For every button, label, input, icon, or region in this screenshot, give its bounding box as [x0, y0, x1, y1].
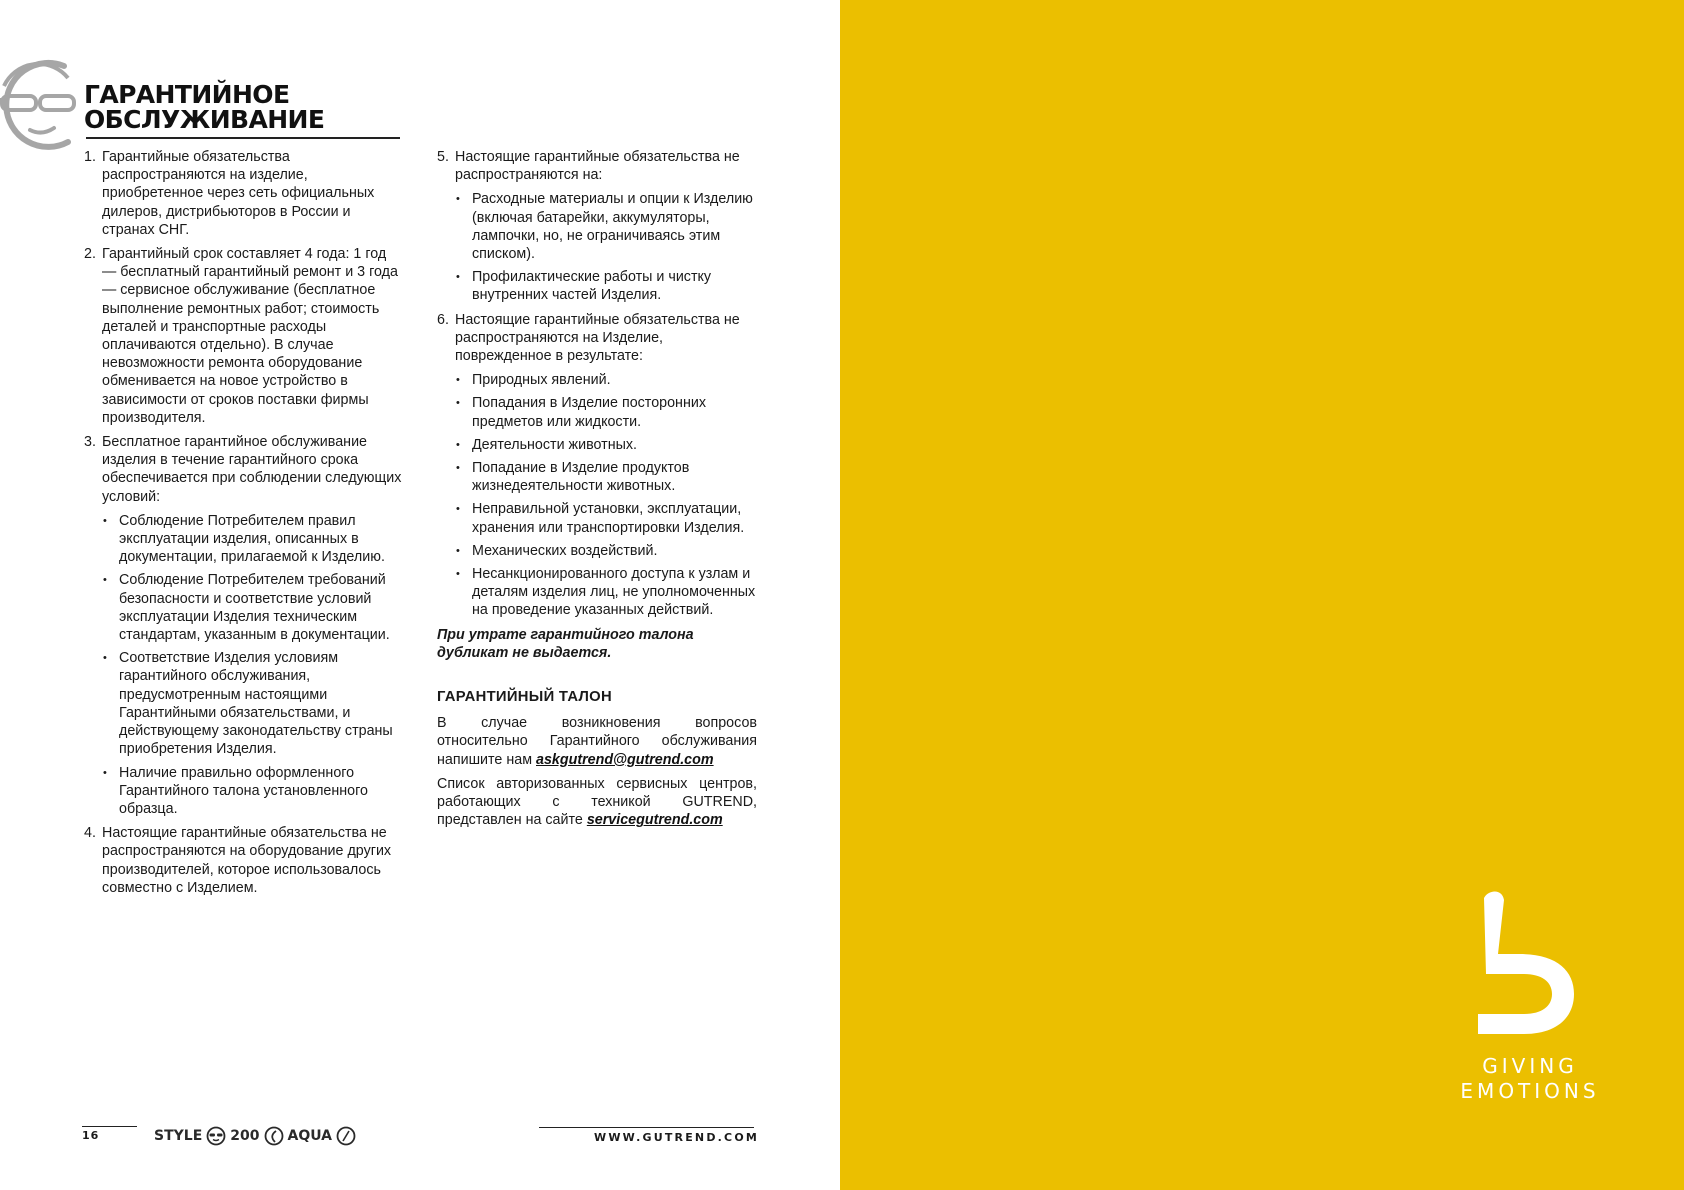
bullet-item: • Попадание в Изделие продуктов жизнедеятельности животных. [455, 459, 757, 495]
bullet-item: • Профилактические работы и чистку внутренних частей Изделия. [455, 268, 757, 304]
item-text: Гарантийные обязательства распространяются на изделие, приобретенное через сеть официальных дилеров, дистрибьюторов в России и странах СНГ. [102, 149, 375, 238]
model-200-label: 200 [230, 1128, 260, 1144]
aqua-drop-icon [336, 1126, 356, 1146]
item-text: Настоящие гарантийные обязательства не распространяются на: [455, 149, 740, 184]
website-url[interactable]: WWW.GUTREND.COM [594, 1131, 760, 1144]
service-centers-paragraph [437, 775, 757, 830]
coupon-section-title: ГАРАНТИЙНЫЙ ТАЛОН [437, 689, 612, 706]
page-title [84, 82, 324, 132]
footer-divider-right [539, 1127, 754, 1128]
left-column [84, 148, 402, 903]
bullet-item: • Попадания в Изделие посторонних предметов или жидкости. [455, 394, 757, 430]
brand-tagline [1440, 1054, 1620, 1104]
item-number: 5. [437, 149, 449, 165]
page-number: 16 [82, 1129, 100, 1142]
item-number: 1. [84, 149, 96, 165]
warranty-item-2 [84, 245, 402, 427]
warranty-item-4 [84, 824, 402, 897]
item-text: Гарантийный срок составляет 4 года: 1 год — бесплатный гарантийный ремонт и 3 года — сервисное обслуживание (бесплатное выполнение ремонтных работ; стоимость деталей и транспортные расходы оплачиваются отдельно). В случае невозможности ремонта оборудование обменивается на новое устройство в зависимости от сроков поставки фирмы производителя. [102, 246, 398, 426]
warranty-item-5 [437, 148, 757, 305]
contact-paragraph [437, 714, 757, 769]
damage-causes-list [455, 371, 757, 619]
tagline-line1: GIVING [1482, 1054, 1578, 1078]
bullet-item: • Несанкционированного доступа к узлам и деталям изделия лиц, не уполномоченных на проведение указанных действий. [455, 565, 757, 620]
conditions-list [102, 512, 402, 818]
bullet-item: • Механических воздействий. [455, 542, 757, 560]
bullet-item: • Деятельности животных. [455, 436, 757, 454]
bullet-item: • Соблюдение Потребителем требований безопасности и соответствие условий эксплуатации Изделия техническим стандартам, указанным в документации. [102, 571, 402, 644]
page-title-line2: ОБСЛУЖИВАНИЕ [84, 105, 325, 134]
item-number: 2. [84, 246, 96, 263]
bullet-item: • Природных явлений. [455, 371, 757, 389]
item-number: 6. [437, 311, 449, 328]
item-text: Бесплатное гарантийное обслуживание изделия в течение гарантийного срока обеспечивается при соблюдении следующих условий: [102, 434, 402, 505]
exclusions-list [455, 190, 757, 304]
item-text: Настоящие гарантийные обязательства не распространяются на Изделие, поврежденное в результате: [455, 311, 740, 365]
model-200-icon [264, 1126, 284, 1146]
right-column [437, 148, 757, 836]
item-text: Настоящие гарантийные обязательства не распространяются на оборудование других производителей, которое использовалось совместно с Изделием. [102, 825, 392, 896]
item-number: 4. [84, 825, 96, 842]
model-style-label: STYLE [154, 1128, 203, 1144]
title-divider [86, 137, 400, 139]
brand-logo-icon [1474, 890, 1578, 1036]
lost-coupon-note: При утрате гарантийного талона дубликат не выдается. [437, 626, 694, 661]
robot-face-icon [0, 56, 82, 152]
model-strip [154, 1125, 356, 1147]
bullet-item: • Соблюдение Потребителем правил эксплуатации изделия, описанных в документации, прилагаемой к Изделию. [102, 512, 402, 567]
contact-text: В случае возникновения вопросов относительно Гарантийного обслуживания напишите нам [437, 715, 757, 768]
item-number: 3. [84, 434, 96, 451]
warranty-list-left [84, 148, 402, 897]
style-face-icon [206, 1126, 226, 1146]
warranty-item-3 [84, 433, 402, 818]
page-title-line1: ГАРАНТИЙНОЕ [84, 80, 290, 109]
tagline-line2: EMOTIONS [1460, 1079, 1600, 1103]
left-page [0, 0, 840, 1190]
support-email-link[interactable]: askgutrend@gutrend.com [536, 751, 714, 768]
bullet-item: • Расходные материалы и опции к Изделию (включая батарейки, аккумуляторы, лампочки, но, не ограничиваясь этим списком). [455, 190, 757, 263]
warranty-list-right [437, 148, 757, 620]
bullet-item: • Соответствие Изделия условиям гарантийного обслуживания, предусмотренным настоящими Гарантийными обязательствами, и действующему законодательству страны приобретения Изделия. [102, 649, 402, 758]
bullet-item: • Наличие правильно оформленного Гарантийного талона установленного образца. [102, 764, 402, 819]
model-aqua-label: AQUA [287, 1128, 333, 1144]
footer-divider-left [82, 1126, 137, 1127]
warranty-item-6 [437, 311, 757, 620]
centers-text: Список авторизованных сервисных центров, работающих с техникой GUTREND, представлен на сайте [437, 775, 757, 829]
warranty-item-1 [84, 148, 402, 239]
service-site-link[interactable]: servicegutrend.com [586, 812, 723, 829]
bullet-item: • Неправильной установки, эксплуатации, хранения или транспортировки Изделия. [455, 500, 757, 536]
